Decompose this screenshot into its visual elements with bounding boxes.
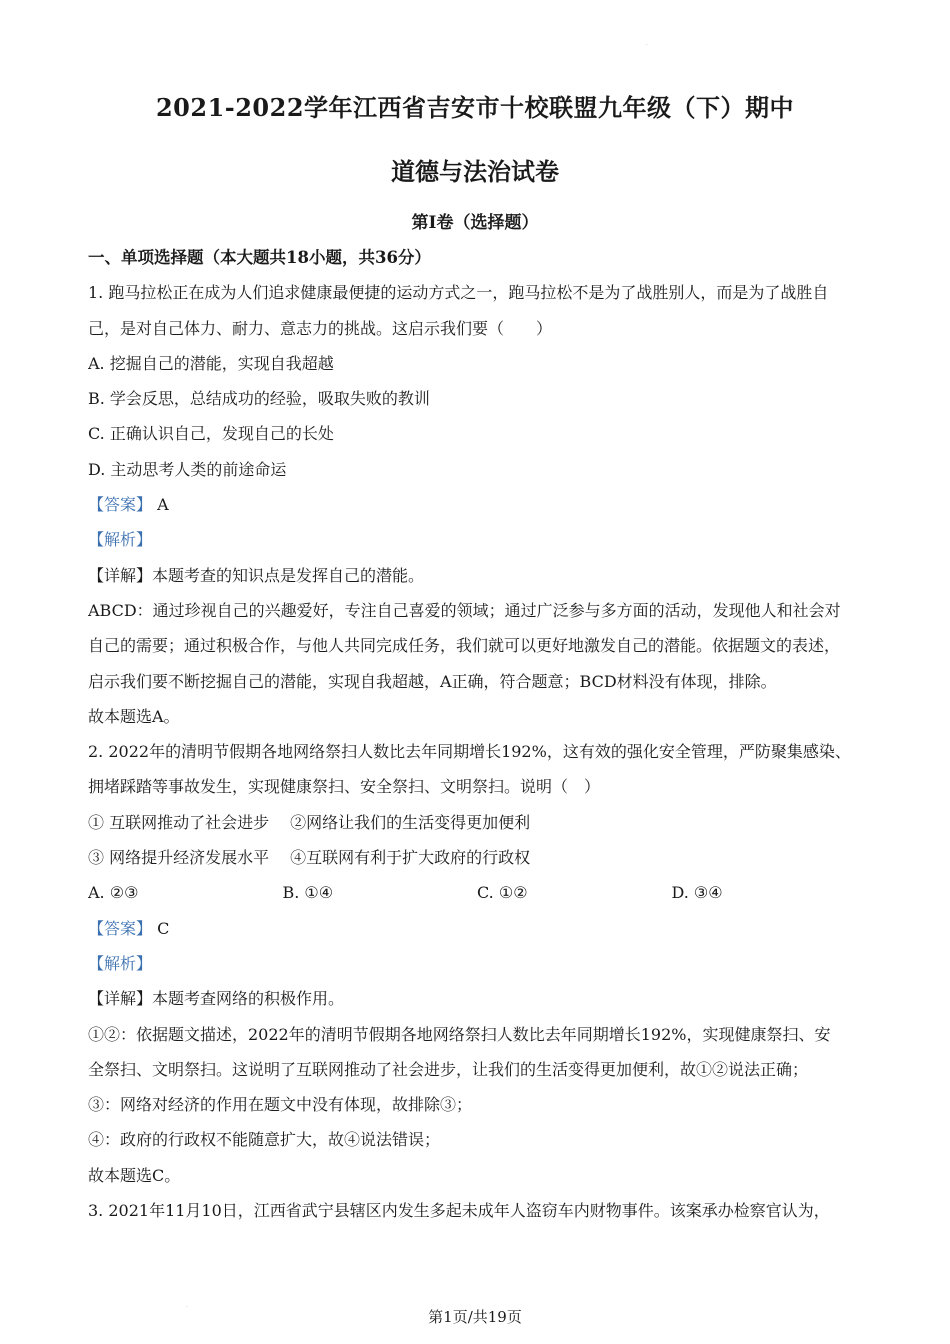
q1-explanation-line2: 自己的需要；通过积极合作，与他人共同完成任务，我们就可以更好地激发自己的潜能。依据题文的表述， bbox=[88, 636, 841, 656]
q1-stem-line2: 己，是对自己体力、耐力、意志力的挑战。这启示我们要（ ） bbox=[88, 318, 553, 338]
q2-options bbox=[88, 875, 866, 910]
q1-option-c: C. 正确认识自己，发现自己的长处 bbox=[88, 424, 334, 444]
q2-analysis bbox=[88, 946, 866, 981]
q1-option-a: A. 挖掘自己的潜能，实现自我超越 bbox=[88, 353, 334, 373]
q2-statements-line1: ① 互联网推动了社会进步 ②网络让我们的生活变得更加便利 bbox=[88, 812, 531, 832]
volume-heading: 第Ⅰ卷（选择题） bbox=[411, 213, 539, 233]
scan-speck: . bbox=[646, 40, 648, 47]
page-number: 第1页/共19页 bbox=[428, 1308, 522, 1326]
q2-explanation-line2: 全祭扫、文明祭扫。这说明了互联网推动了社会进步，让我们的生活变得更加便利，故①②说法正确； bbox=[88, 1059, 809, 1079]
q1-conclusion: 故本题选A。 bbox=[88, 706, 180, 726]
q1-answer bbox=[88, 487, 866, 522]
exam-subject: 道德与法治试卷 bbox=[391, 157, 559, 186]
q2-option-d: D. ③④ bbox=[671, 883, 723, 903]
section-heading: 一、单项选择题（本大题共18小题，共36分） bbox=[88, 248, 431, 267]
q2-explanation-line4: ④：政府的行政权不能随意扩大，故④说法错误； bbox=[88, 1130, 441, 1150]
scan-speck: . bbox=[186, 1302, 188, 1309]
q1-stem-line1: 1. 跑马拉松正在成为人们追求健康最便捷的运动方式之一，跑马拉松不是为了战胜别人，而是为了战胜自 bbox=[88, 283, 829, 303]
q1-explanation-line3: 启示我们要不断挖掘自己的潜能，实现自我超越，A正确，符合题意；BCD材料没有体现，排除。 bbox=[88, 671, 777, 691]
q2-explanation-line3: ③：网络对经济的作用在题文中没有体现，故排除③； bbox=[88, 1095, 473, 1115]
exam-title: 2021-2022学年江西省吉安市十校联盟九年级（下）期中 bbox=[155, 93, 795, 122]
q2-option-a: A. ②③ bbox=[88, 883, 139, 903]
answer-value: C bbox=[157, 918, 170, 938]
answer-tag: 【答案】 bbox=[88, 495, 153, 515]
q2-detail: 【详解】本题考查网络的积极作用。 bbox=[88, 989, 345, 1009]
exam-content bbox=[88, 240, 866, 1228]
q2-statements-line2: ③ 网络提升经济发展水平 ④互联网有利于扩大政府的行政权 bbox=[88, 848, 531, 868]
q1-detail: 【详解】本题考查的知识点是发挥自己的潜能。 bbox=[88, 565, 425, 585]
answer-value: A bbox=[157, 495, 169, 515]
analysis-tag: 【解析】 bbox=[88, 953, 153, 973]
answer-tag: 【答案】 bbox=[88, 918, 153, 938]
q3-stem-line1: 3. 2021年11月10日，江西省武宁县辖区内发生多起未成年人盗窃车内财物事件。该案承办检察官认为， bbox=[88, 1201, 830, 1221]
q2-stem-line1: 2. 2022年的清明节假期各地网络祭扫人数比去年同期增长192%，这有效的强化安全管理，严防聚集感染、 bbox=[88, 742, 851, 762]
q1-analysis bbox=[88, 522, 866, 557]
q1-option-b: B. 学会反思，总结成功的经验，吸取失败的教训 bbox=[88, 389, 430, 409]
q2-stem-line2: 拥堵踩踏等事故发生，实现健康祭扫、安全祭扫、文明祭扫。说明（ ） bbox=[88, 777, 601, 797]
q2-option-c: C. ①② bbox=[477, 883, 528, 903]
q2-answer bbox=[88, 911, 866, 946]
q1-option-d: D. 主动思考人类的前途命运 bbox=[88, 459, 287, 479]
q2-explanation-line1: ①②：依据题文描述，2022年的清明节假期各地网络祭扫人数比去年同期增长192%，实现健康祭扫、安 bbox=[88, 1024, 831, 1044]
q1-explanation-line1: ABCD：通过珍视自己的兴趣爱好，专注自己喜爱的领域；通过广泛参与多方面的活动，发现他人和社会对 bbox=[88, 600, 841, 620]
q2-conclusion: 故本题选C。 bbox=[88, 1165, 181, 1185]
q2-option-b: B. ①④ bbox=[282, 883, 334, 903]
analysis-tag: 【解析】 bbox=[88, 530, 153, 550]
